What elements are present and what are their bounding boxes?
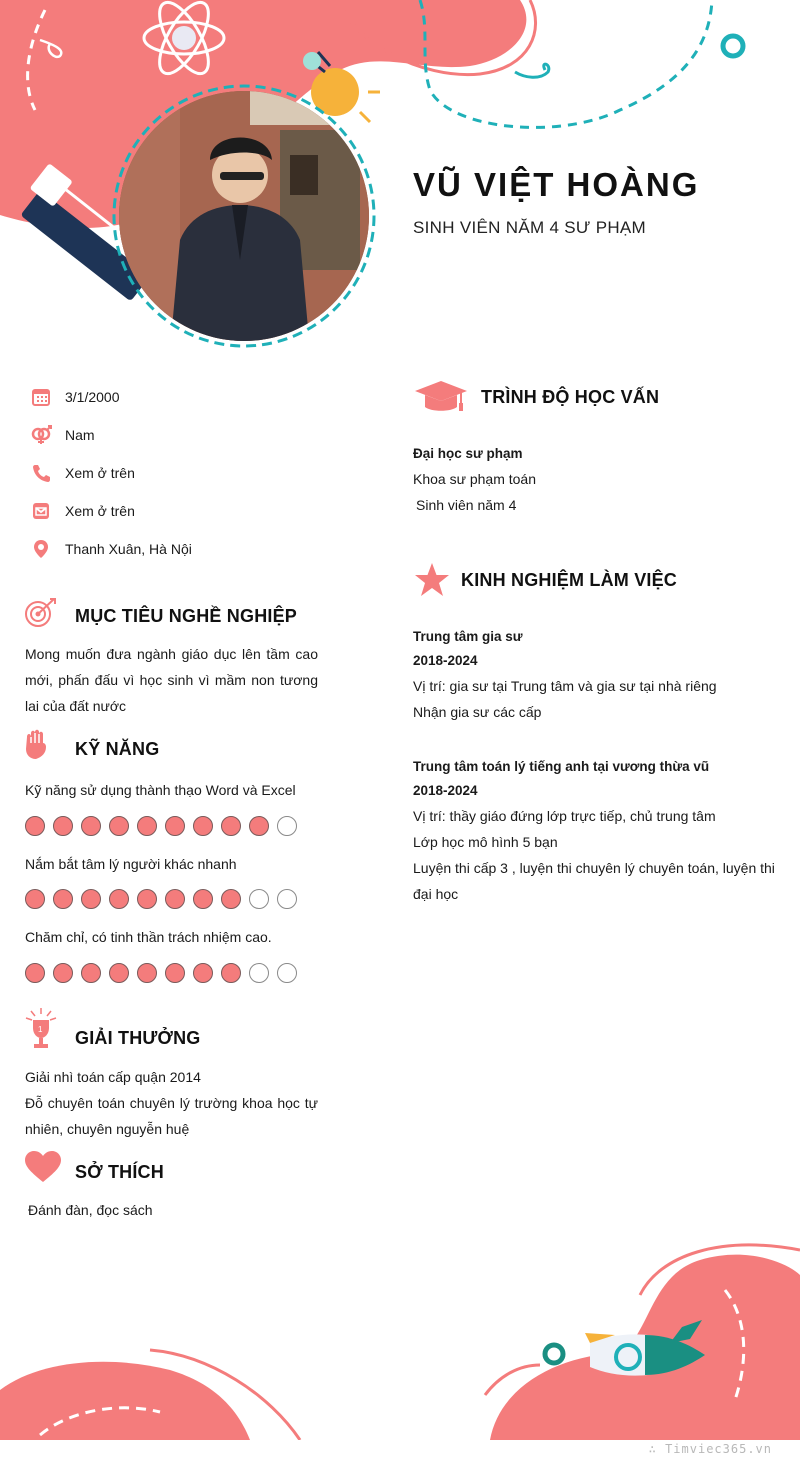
job-period: 2018-2024 bbox=[413, 653, 478, 668]
candidate-subtitle: SINH VIÊN NĂM 4 SƯ PHẠM bbox=[413, 218, 647, 237]
rating-dot-filled bbox=[109, 816, 129, 836]
hobbies-text: Đánh đàn, đọc sách bbox=[28, 1202, 153, 1218]
job-period: 2018-2024 bbox=[413, 783, 478, 798]
footer-decoration-right bbox=[480, 1235, 800, 1440]
contact-email bbox=[30, 499, 135, 523]
calendar-icon bbox=[30, 386, 52, 408]
job-detail: Nhận gia sư các cấp bbox=[413, 704, 542, 720]
rating-dot-empty bbox=[249, 963, 269, 983]
email-icon bbox=[30, 500, 52, 522]
education-detail: Sinh viên năm 4 bbox=[416, 497, 517, 513]
rating-dot-filled bbox=[193, 889, 213, 909]
rating-dot-filled bbox=[137, 816, 157, 836]
heart-icon bbox=[24, 1150, 62, 1184]
award-item: Đỗ chuyên toán chuyên lý trường khoa học tự nhiên, chuyên nguyễn huệ bbox=[25, 1095, 318, 1137]
education-title: TRÌNH ĐỘ HỌC VẤN bbox=[481, 387, 660, 407]
footer-decoration-left bbox=[0, 1340, 320, 1440]
watermark: ∴ Timviec365.vn bbox=[648, 1442, 772, 1456]
rating-dot-empty bbox=[277, 816, 297, 836]
rating-dot-filled bbox=[53, 889, 73, 909]
rating-dot-filled bbox=[81, 889, 101, 909]
rating-dot-filled bbox=[221, 963, 241, 983]
awards-title: GIẢI THƯỞNG bbox=[75, 1028, 201, 1048]
contact-address bbox=[30, 537, 192, 561]
fist-icon bbox=[24, 729, 48, 761]
graduation-cap-icon bbox=[413, 379, 469, 415]
skill-label: Kỹ năng sử dụng thành thạo Word và Excel bbox=[25, 782, 296, 798]
rating-dot-filled bbox=[81, 816, 101, 836]
education-detail: Khoa sư phạm toán bbox=[413, 471, 537, 487]
skill-label: Chăm chỉ, có tinh thần trách nhiệm cao. bbox=[25, 929, 272, 945]
contact-gender bbox=[30, 423, 95, 447]
email-value[interactable]: Xem ở trên bbox=[65, 503, 135, 519]
objective-text: Mong muốn đưa ngành giáo dục lên tầm cao mới, phấn đấu vì học sinh vì mầm non tương lai của đất nước bbox=[25, 646, 318, 714]
experience-title: KINH NGHIỆM LÀM VIỆC bbox=[461, 570, 678, 590]
rating-dot-filled bbox=[137, 963, 157, 983]
rating-dot-filled bbox=[109, 963, 129, 983]
job-detail: Luyện thi cấp 3 , luyện thi chuyên lý chuyên toán, luyện thi đại học bbox=[413, 860, 775, 902]
contact-phone bbox=[30, 461, 135, 485]
award-item: Giải nhì toán cấp quận 2014 bbox=[25, 1069, 201, 1085]
rating-dot-filled bbox=[193, 816, 213, 836]
job-company: Trung tâm toán lý tiếng anh tại vương thừa vũ bbox=[413, 759, 710, 774]
rating-dot-filled bbox=[165, 816, 185, 836]
rating-dot-filled bbox=[165, 889, 185, 909]
rating-dot-filled bbox=[109, 889, 129, 909]
rating-dot-filled bbox=[81, 963, 101, 983]
job-company: Trung tâm gia sư bbox=[413, 629, 523, 644]
skill-label: Nắm bắt tâm lý người khác nhanh bbox=[25, 856, 237, 872]
location-pin-icon bbox=[30, 538, 52, 560]
rating-dot-filled bbox=[249, 816, 269, 836]
rating-dot-filled bbox=[221, 889, 241, 909]
rating-dot-empty bbox=[277, 963, 297, 983]
job-detail: Lớp học mô hình 5 bạn bbox=[413, 834, 558, 850]
objective-title: MỤC TIÊU NGHỀ NGHIỆP bbox=[75, 606, 298, 626]
rating-dot-filled bbox=[25, 889, 45, 909]
skill-rating bbox=[25, 963, 297, 983]
rating-dot-filled bbox=[53, 963, 73, 983]
trophy-icon bbox=[24, 1006, 58, 1052]
skills-title: KỸ NĂNG bbox=[75, 739, 160, 759]
rating-dot-filled bbox=[25, 963, 45, 983]
birthday-value: 3/1/2000 bbox=[65, 389, 120, 405]
rating-dot-filled bbox=[221, 816, 241, 836]
rating-dot-filled bbox=[53, 816, 73, 836]
job-detail: Vị trí: gia sư tại Trung tâm và gia sư tại nhà riêng bbox=[413, 678, 717, 694]
contact-birthday bbox=[30, 385, 120, 409]
skill-rating bbox=[25, 816, 297, 836]
phone-icon bbox=[30, 462, 52, 484]
rating-dot-empty bbox=[277, 889, 297, 909]
job-detail: Vị trí: thầy giáo đứng lớp trực tiếp, chủ trung tâm bbox=[413, 808, 716, 824]
rating-dot-filled bbox=[25, 816, 45, 836]
star-icon bbox=[413, 562, 451, 598]
gender-value: Nam bbox=[65, 427, 95, 443]
rating-dot-empty bbox=[249, 889, 269, 909]
skill-rating bbox=[25, 889, 297, 909]
hobbies-title: SỞ THÍCH bbox=[75, 1162, 164, 1182]
gender-icon bbox=[30, 424, 52, 446]
address-value: Thanh Xuân, Hà Nội bbox=[65, 541, 192, 557]
education-school: Đại học sư phạm bbox=[413, 446, 523, 461]
rating-dot-filled bbox=[193, 963, 213, 983]
rating-dot-filled bbox=[137, 889, 157, 909]
svg-text:1: 1 bbox=[38, 1025, 43, 1034]
phone-value[interactable]: Xem ở trên bbox=[65, 465, 135, 481]
target-icon bbox=[24, 596, 58, 630]
candidate-name: VŨ VIỆT HOÀNG bbox=[413, 166, 700, 203]
rating-dot-filled bbox=[165, 963, 185, 983]
